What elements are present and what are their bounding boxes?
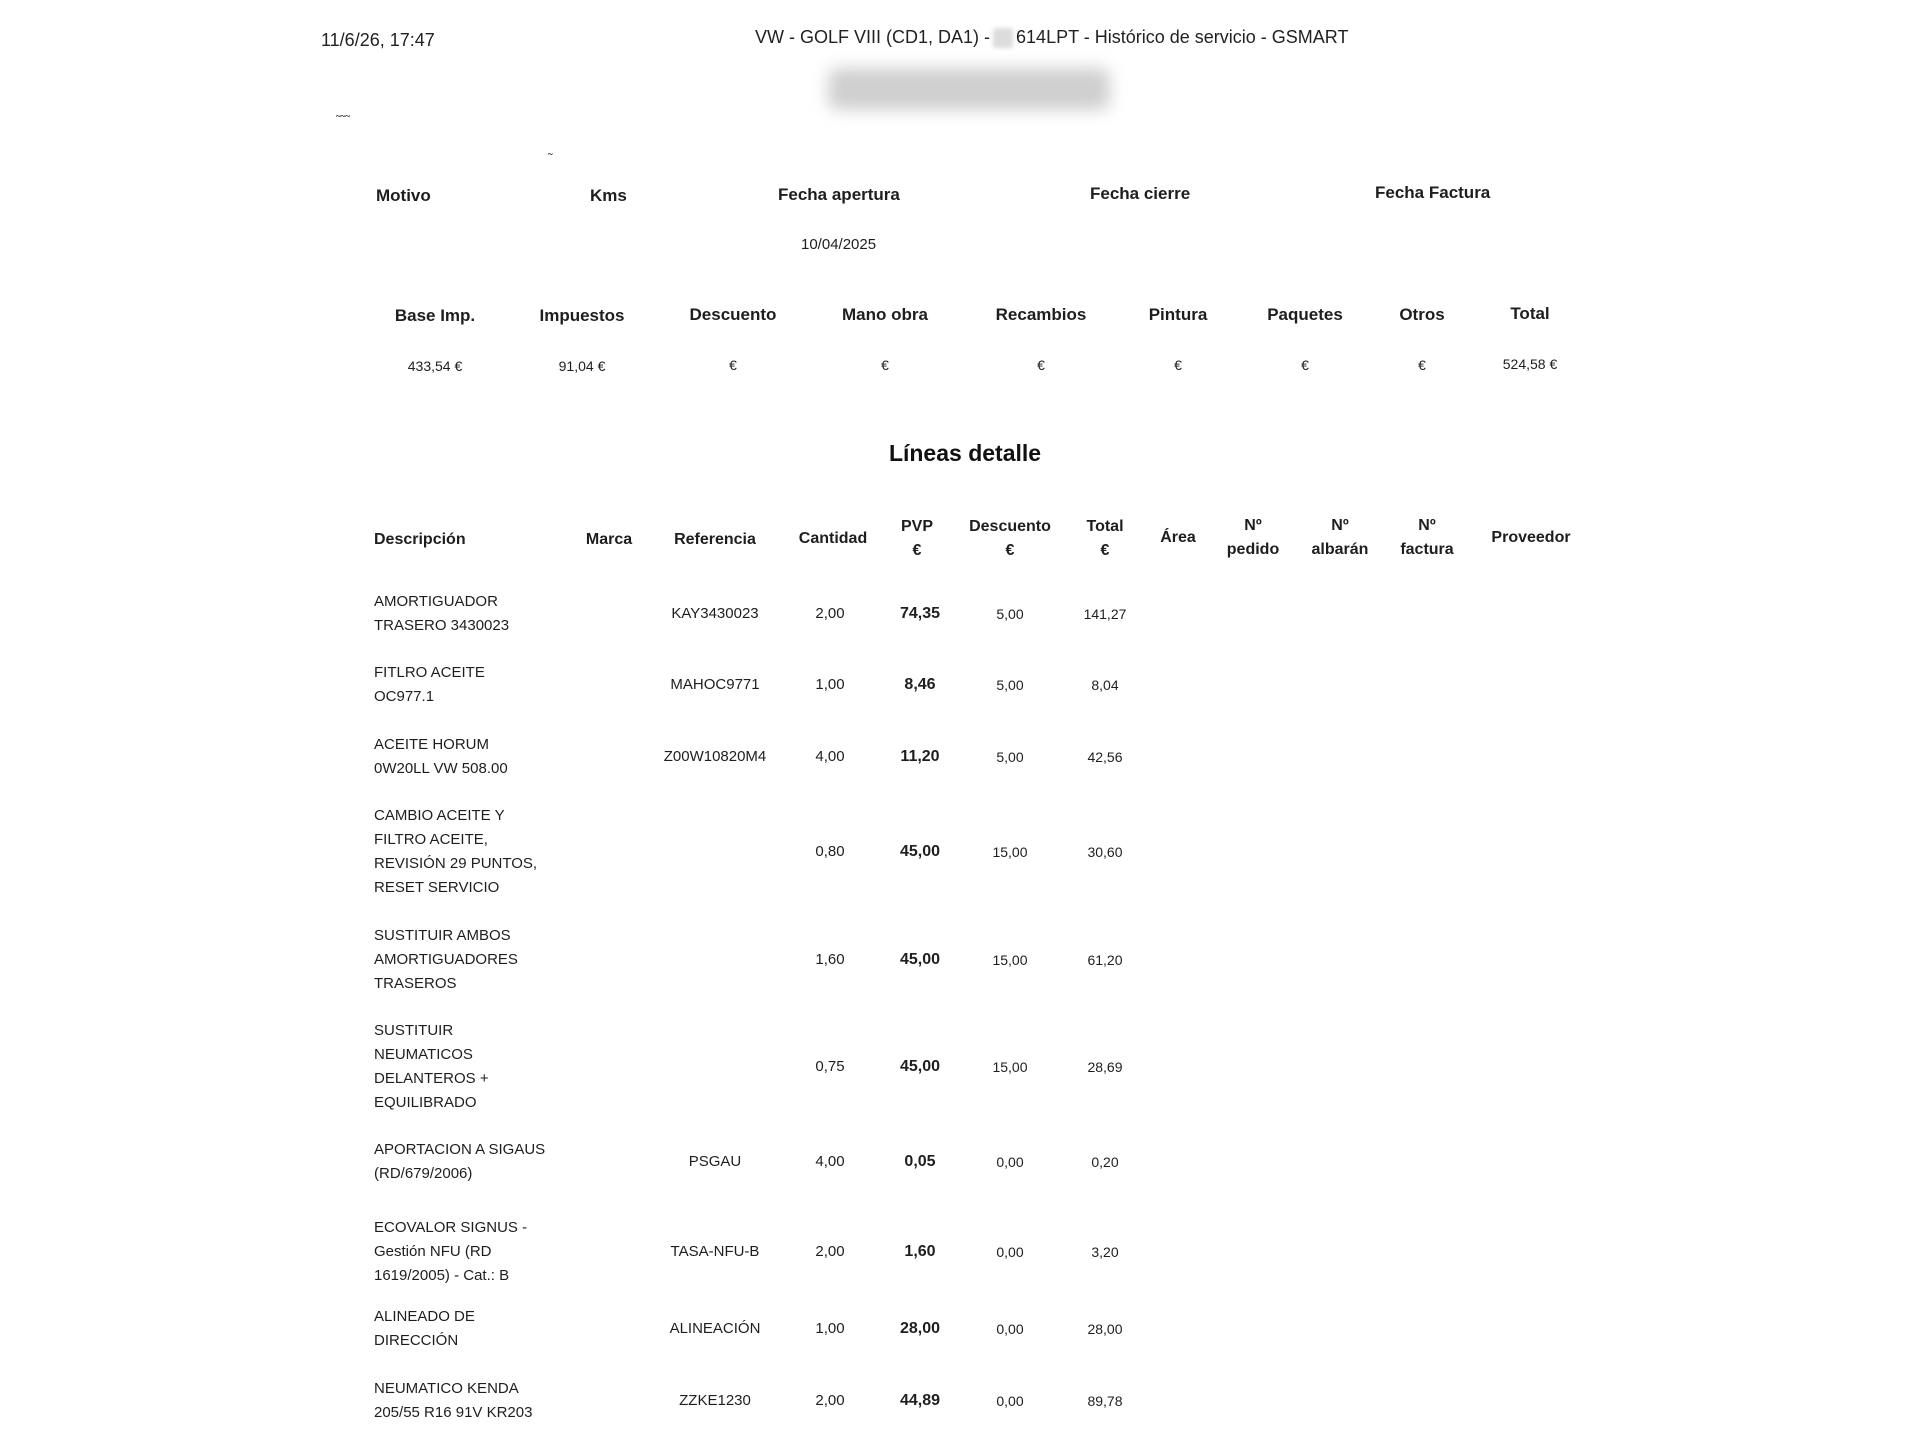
cell-pvp: 28,00 xyxy=(899,1320,941,1337)
cell-pvp: 1,60 xyxy=(904,1243,936,1260)
cell-cantidad: 2,00 xyxy=(815,1392,845,1409)
cell-descuento: 5,00 xyxy=(996,749,1024,765)
cell-total: 28,00 xyxy=(1087,1321,1123,1337)
cell-referencia: Z00W10820M4 xyxy=(663,748,767,765)
col-cantidad: Cantidad xyxy=(798,530,868,547)
detail-title: Líneas detalle xyxy=(888,440,1042,466)
col-descripcion: Descripción xyxy=(374,531,466,548)
mano-obra-label: Mano obra xyxy=(842,305,928,324)
pintura-value: € xyxy=(1174,357,1182,373)
cell-cantidad: 4,00 xyxy=(815,1153,845,1170)
cell-descuento: 0,00 xyxy=(996,1393,1024,1409)
otros-value: € xyxy=(1418,357,1426,373)
cell-cantidad: 0,80 xyxy=(815,843,845,860)
cell-pvp: 0,05 xyxy=(904,1153,936,1170)
cell-total: 30,60 xyxy=(1087,844,1123,860)
print-header xyxy=(0,26,1920,56)
cell-total: 3,20 xyxy=(1091,1244,1119,1260)
cell-pvp: 45,00 xyxy=(899,843,941,860)
cell-descripcion: FITLRO ACEITE OC977.1 xyxy=(374,664,485,705)
cell-descripcion: ECOVALOR SIGNUS - Gestión NFU (RD 1619/2005) - Cat.: B xyxy=(374,1219,528,1284)
cell-descuento: 5,00 xyxy=(996,606,1024,622)
cell-descripcion: SUSTITUIR NEUMATICOS DELANTEROS + EQUILIBRADO xyxy=(374,1022,489,1111)
col-area: Área xyxy=(1160,529,1196,546)
cell-pvp: 45,00 xyxy=(899,1058,941,1075)
cell-referencia: PSGAU xyxy=(688,1153,742,1170)
cell-descuento: 0,00 xyxy=(996,1244,1024,1260)
cell-total: 89,78 xyxy=(1087,1393,1123,1409)
col-n-albaran: Nº albarán xyxy=(1311,517,1369,558)
col-marca: Marca xyxy=(585,531,633,548)
fecha-factura-label: Fecha Factura xyxy=(1375,183,1491,202)
cell-total: 61,20 xyxy=(1087,952,1123,968)
cell-descuento: 0,00 xyxy=(996,1154,1024,1170)
cell-pvp: 44,89 xyxy=(899,1392,941,1409)
cell-descripcion: CAMBIO ACEITE Y FILTRO ACEITE, REVISIÓN 29 PUNTOS, RESET SERVICIO xyxy=(374,807,538,896)
cell-descuento: 15,00 xyxy=(992,952,1028,968)
cell-pvp: 11,20 xyxy=(900,748,940,765)
col-pvp: PVP € xyxy=(900,518,933,559)
cell-pvp: 45,00 xyxy=(899,951,941,968)
cell-descripcion: ALINEADO DE DIRECCIÓN xyxy=(374,1308,475,1349)
col-proveedor: Proveedor xyxy=(1491,529,1571,546)
cell-descuento: 0,00 xyxy=(996,1321,1024,1337)
cell-cantidad: 1,00 xyxy=(815,676,845,693)
recambios-label: Recambios xyxy=(995,305,1087,324)
cell-referencia: MAHOC9771 xyxy=(670,676,760,693)
cell-descripcion: SUSTITUIR AMBOS AMORTIGUADORES TRASEROS xyxy=(374,927,518,992)
col-referencia: Referencia xyxy=(674,531,756,548)
pintura-label: Pintura xyxy=(1148,305,1208,324)
cell-descripcion: APORTACION A SIGAUS (RD/679/2006) xyxy=(374,1141,546,1182)
total-value: 524,58 € xyxy=(1502,356,1558,372)
cell-total: 42,56 xyxy=(1087,749,1123,765)
cell-cantidad: 0,75 xyxy=(815,1058,845,1075)
cell-cantidad: 1,00 xyxy=(815,1320,845,1337)
fecha-apertura-label: Fecha apertura xyxy=(778,185,900,204)
cell-referencia: ZZKE1230 xyxy=(679,1392,751,1409)
motivo-label: Motivo xyxy=(376,186,431,205)
paquetes-label: Paquetes xyxy=(1267,305,1343,324)
cell-cantidad: 2,00 xyxy=(815,1243,845,1260)
cell-referencia: TASA-NFU-B xyxy=(670,1243,760,1260)
cell-cantidad: 2,00 xyxy=(815,605,845,622)
fecha-cierre-label: Fecha cierre xyxy=(1090,184,1191,203)
cell-descuento: 15,00 xyxy=(992,844,1028,860)
col-n-factura: Nº factura xyxy=(1400,517,1454,558)
base-imp-label: Base Imp. xyxy=(394,306,476,325)
redacted-block xyxy=(828,68,1110,110)
cell-descuento: 5,00 xyxy=(996,677,1024,693)
cell-total: 8,04 xyxy=(1091,677,1119,693)
cell-cantidad: 1,60 xyxy=(815,951,845,968)
col-n-pedido: Nº pedido xyxy=(1226,517,1280,558)
cell-pvp: 8,46 xyxy=(904,676,936,693)
descuento-value: € xyxy=(729,357,737,373)
print-title-prefix: VW - GOLF VIII (CD1, DA1) - xyxy=(755,27,991,47)
paquetes-value: € xyxy=(1301,357,1309,373)
base-imp-value: 433,54 € xyxy=(407,358,463,374)
cell-total: 141,27 xyxy=(1083,606,1127,622)
cell-total: 28,69 xyxy=(1087,1059,1123,1075)
fecha-apertura-value: 10/04/2025 xyxy=(801,236,877,253)
cell-cantidad: 4,00 xyxy=(815,748,845,765)
cell-descripcion: NEUMATICO KENDA 205/55 R16 91V KR203 xyxy=(374,1380,533,1421)
cell-referencia: KAY3430023 xyxy=(671,605,759,622)
mano-obra-value: € xyxy=(881,357,889,373)
print-title-suffix: 614LPT - Histórico de servicio - GSMART xyxy=(1016,27,1349,47)
descuento-label: Descuento xyxy=(689,305,777,324)
col-descuento: Descuento € xyxy=(969,518,1051,559)
scan-speck: ˜˜˜ xyxy=(336,112,350,128)
kms-label: Kms xyxy=(590,186,627,205)
cell-pvp: 74,35 xyxy=(899,605,941,622)
otros-label: Otros xyxy=(1399,305,1445,324)
cell-descuento: 15,00 xyxy=(992,1059,1028,1075)
impuestos-label: Impuestos xyxy=(539,306,625,325)
col-total: Total € xyxy=(1086,518,1124,559)
scan-speck: ˜ xyxy=(548,150,553,166)
impuestos-value: 91,04 € xyxy=(558,358,606,374)
recambios-value: € xyxy=(1037,357,1045,373)
redacted-plate-prefix xyxy=(993,28,1013,48)
cell-referencia: ALINEACIÓN xyxy=(669,1320,761,1337)
print-title xyxy=(755,27,1348,48)
print-date: 11/6/26, 17:47 xyxy=(321,30,435,50)
cell-total: 0,20 xyxy=(1091,1154,1119,1170)
cell-descripcion: ACEITE HORUM 0W20LL VW 508.00 xyxy=(374,736,508,777)
total-label: Total xyxy=(1510,304,1550,323)
cell-descripcion: AMORTIGUADOR TRASERO 3430023 xyxy=(374,593,510,634)
